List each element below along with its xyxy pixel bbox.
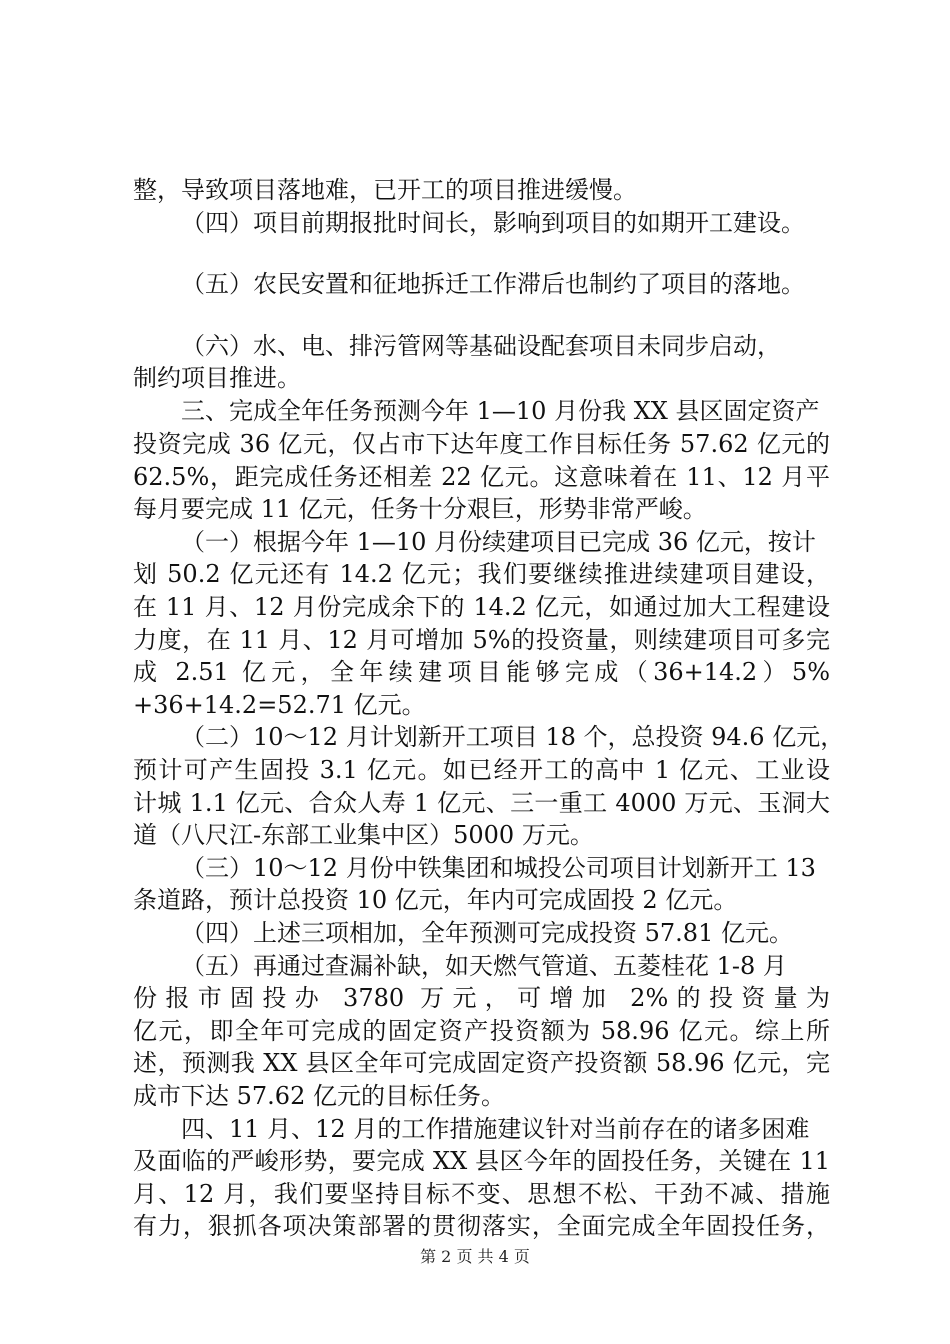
text-line: 道（八尺江-东部工业集中区）5000 万元。 [133,821,594,849]
text-line: 月、12 月，我们要坚持目标不变、思想不松、干劲不减、措施 [133,1180,830,1208]
text-line: +36+14.2=52.71 亿元。 [133,691,426,719]
text-line: 62.5%，距完成任务还相差 22 亿元。这意味着在 11、12 月平 [133,463,830,491]
text-line: 成 2.51 亿元，全年续建项目能够完成（36+14.2）5% [133,658,830,686]
text-line: 在 11 月、12 月份完成余下的 14.2 亿元，如通过加大工程建设 [133,593,830,621]
text-line: 投资完成 36 亿元，仅占市下达年度工作目标任务 57.62 亿元的 [133,430,830,458]
text-line: 述，预测我 XX 县区全年可完成固定资产投资额 58.96 亿元，完 [133,1049,830,1077]
text-line: 份报市固投办 3780 万元，可增加 2%的投资量为 [133,984,830,1012]
text-line: 力度，在 11 月、12 月可增加 5%的投资量，则续建项目可多完 [133,626,830,654]
text-line: 每月要完成 11 亿元，任务十分艰巨，形势非常严峻。 [133,495,707,523]
text-line: 及面临的严峻形势，要完成 XX 县区今年的固投任务，关键在 11 [133,1147,830,1175]
text-line: 有力，狠抓各项决策部署的贯彻落实，全面完成全年固投任务， [133,1212,830,1240]
text-line: （六）水、电、排污管网等基础设配套项目未同步启动， [181,332,781,360]
text-line: （五）再通过查漏补缺，如天燃气管道、五菱桂花 1-8 月 [181,952,787,980]
text-line: 成市下达 57.62 亿元的目标任务。 [133,1082,505,1110]
text-line: 整，导致项目落地难，已开工的项目推进缓慢。 [133,176,637,204]
text-line: 划 50.2 亿元还有 14.2 亿元；我们要继续推进续建项目建设， [133,560,830,588]
text-line: （四）上述三项相加，全年预测可完成投资 57.81 亿元。 [181,919,793,947]
text-line: 预计可产生固投 3.1 亿元。如已经开工的高中 1 亿元、工业设 [133,756,830,784]
text-line: 亿元，即全年可完成的固定资产投资额为 58.96 亿元。综上所 [133,1017,830,1045]
text-line: 三、完成全年任务预测今年 1—10 月份我 XX 县区固定资产 [181,397,820,425]
text-line: 制约项目推进。 [133,364,301,392]
text-line: 计城 1.1 亿元、合众人寿 1 亿元、三一重工 4000 万元、玉洞大 [133,789,830,817]
text-line: （五）农民安置和征地拆迁工作滞后也制约了项目的落地。 [181,270,805,298]
text-line: （三）10～12 月份中铁集团和城投公司项目计划新开工 13 [181,854,816,882]
page-footer: 第 2 页 共 4 页 [420,1247,530,1266]
text-line: （二）10～12 月计划新开工项目 18 个，总投资 94.6 亿元， [181,723,845,751]
text-line: （一）根据今年 1—10 月份续建项目已完成 36 亿元，按计 [181,528,816,556]
text-line: （四）项目前期报批时间长，影响到项目的如期开工建设。 [181,209,805,237]
text-line: 四、11 月、12 月的工作措施建议针对当前存在的诸多困难 [181,1115,810,1143]
text-line: 条道路，预计总投资 10 亿元，年内可完成固投 2 亿元。 [133,886,738,914]
